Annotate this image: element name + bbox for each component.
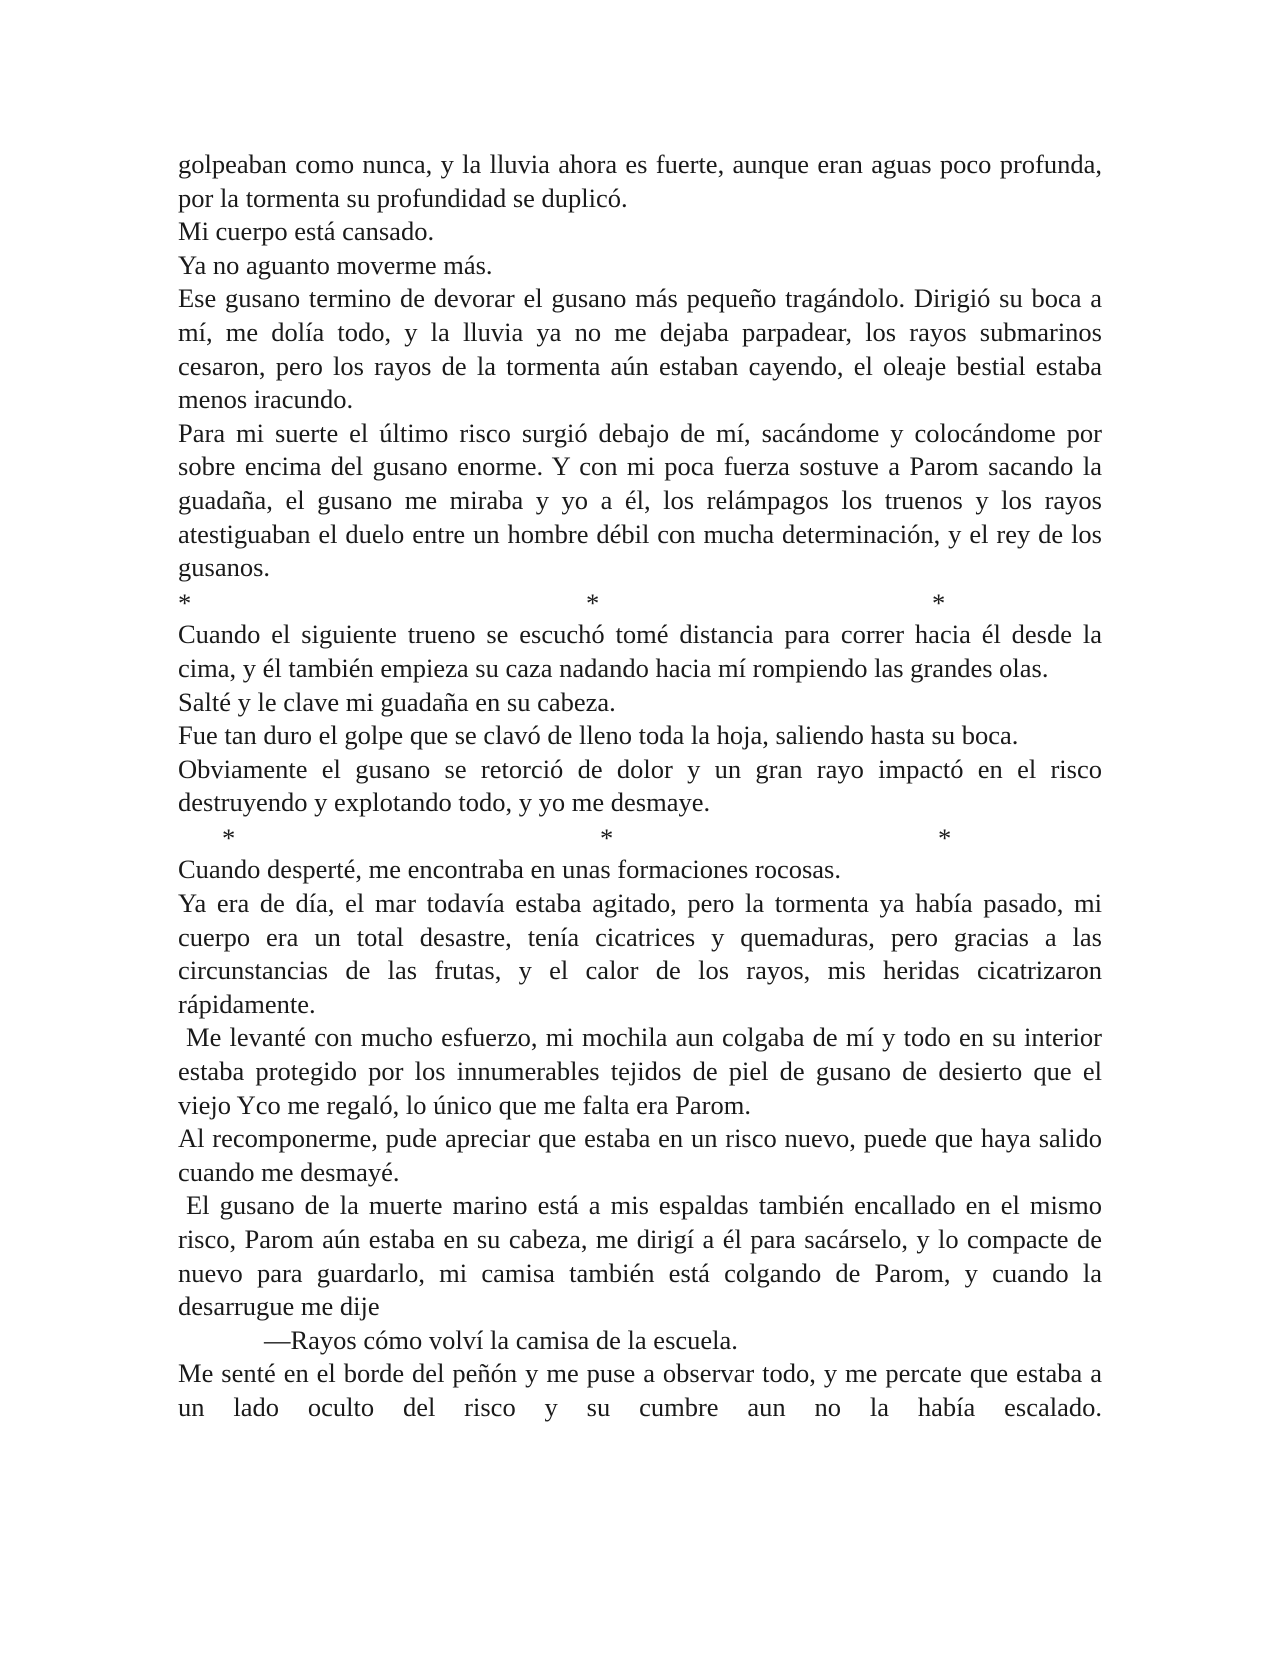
- dialogue-line: —Rayos cómo volví la camisa de la escuela.: [264, 1324, 738, 1355]
- paragraph: Cuando desperté, me encontraba en unas formaciones rocosas.: [178, 854, 841, 885]
- scene-break-mark: *: [586, 587, 600, 618]
- scene-break: [178, 820, 1102, 854]
- paragraph: Mi cuerpo está cansado.: [178, 216, 435, 247]
- scene-break-mark: *: [222, 822, 236, 853]
- paragraph: Salté y le clave mi guadaña en su cabeza.: [178, 686, 616, 717]
- paragraph: Para mi suerte el último risco surgió debajo de mí, sacándome y colocándome por sobre encima del gusano enorme. Y con mi poca fuerza sostuve a Parom sacando la guadaña, el gusano me miraba y yo a él, los relámpagos los truenos y los rayos atestiguaban el duelo entre un hombre débil con mucha determinación, y el rey de los gusanos.: [178, 417, 1102, 583]
- scene-break-mark: *: [178, 587, 192, 618]
- paragraph: golpeaban como nunca, y la lluvia ahora es fuerte, aunque eran aguas poco profunda, por la tormenta su profundidad se duplicó.: [178, 149, 1102, 213]
- paragraph: Me levanté con mucho esfuerzo, mi mochila aun colgaba de mí y todo en su interior estaba protegido por los innumerables tejidos de piel de gusano de desierto que el viejo Yco me regaló, lo único que me falta era Parom.: [178, 1022, 1102, 1120]
- document-page: [178, 148, 1102, 1425]
- paragraph: Fue tan duro el golpe que se clavó de lleno toda la hoja, saliendo hasta su boca.: [178, 720, 1019, 751]
- paragraph: Me senté en el borde del peñón y me puse a observar todo, y me percate que estaba a un lado oculto del risco y su cumbre aun no la había escalado.: [178, 1358, 1102, 1422]
- paragraph: Al recomponerme, pude apreciar que estaba en un risco nuevo, puede que haya salido cuando me desmayé.: [178, 1123, 1102, 1187]
- scene-break-mark: *: [938, 822, 952, 853]
- paragraph: Ese gusano termino de devorar el gusano más pequeño tragándolo. Dirigió su boca a mí, me dolía todo, y la lluvia ya no me dejaba parpadear, los rayos submarinos cesaron, pero los rayos de la tormenta aún estaban cayendo, el oleaje bestial estaba menos iracundo.: [178, 283, 1102, 415]
- scene-break: [178, 585, 1102, 619]
- paragraph: Cuando el siguiente trueno se escuchó tomé distancia para correr hacia él desde la cima, y él también empieza su caza nadando hacia mí rompiendo las grandes olas.: [178, 619, 1102, 683]
- paragraph: El gusano de la muerte marino está a mis espaldas también encallado en el mismo risco, Parom aún estaba en su cabeza, me dirigí a él para sacárselo, y lo compacte de nuevo para guardarlo, mi camisa también está colgando de Parom, y cuando la desarrugue me dije: [178, 1190, 1102, 1322]
- scene-break-mark: *: [932, 587, 946, 618]
- scene-break-mark: *: [600, 822, 614, 853]
- paragraph: Obviamente el gusano se retorció de dolor y un gran rayo impactó en el risco destruyendo y explotando todo, y yo me desmaye.: [178, 753, 1102, 818]
- paragraph: Ya era de día, el mar todavía estaba agitado, pero la tormenta ya había pasado, mi cuerpo era un total desastre, tenía cicatrices y quemaduras, pero gracias a las circunstancias de las frutas, y el calor de los rayos, mis heridas cicatrizaron rápidamente.: [178, 888, 1102, 1019]
- paragraph: Ya no aguanto moverme más.: [178, 249, 493, 280]
